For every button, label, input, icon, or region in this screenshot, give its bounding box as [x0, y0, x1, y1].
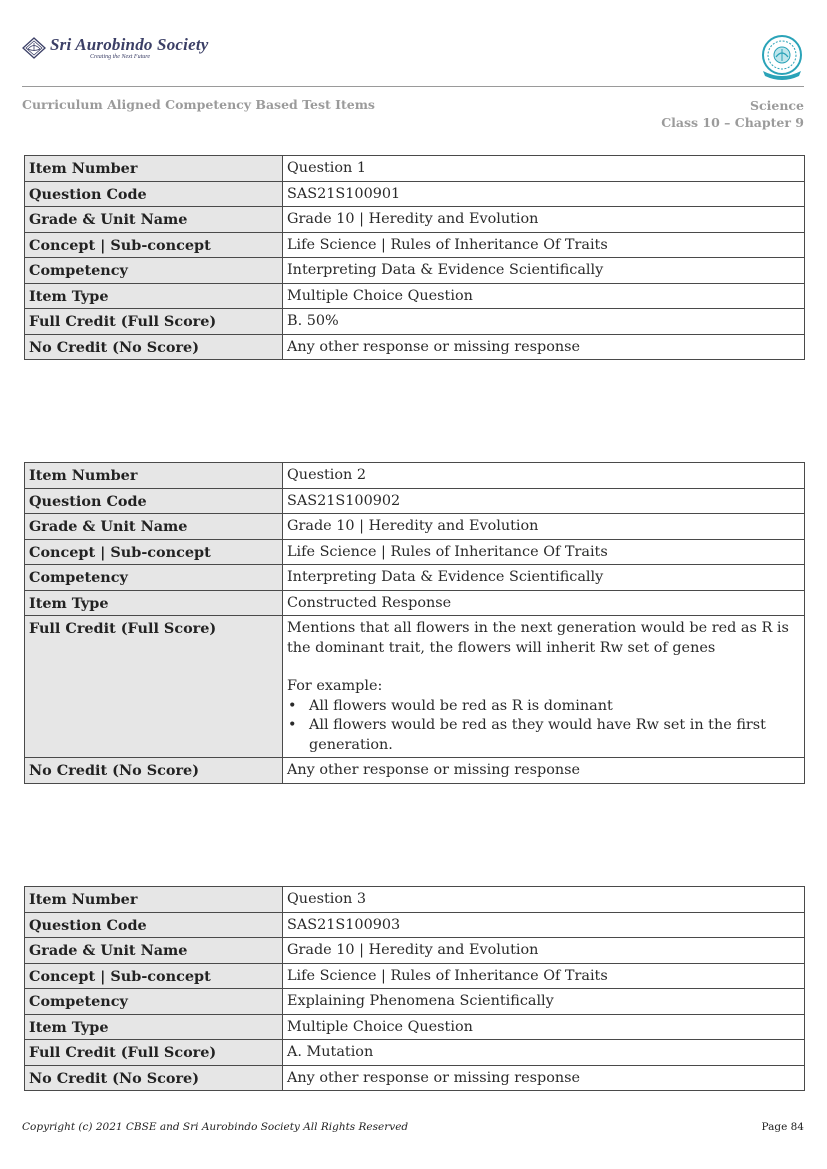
table-row — [25, 232, 805, 258]
row-label: Item Number — [25, 463, 283, 489]
table-row — [25, 334, 805, 360]
item-table-question-3 — [24, 886, 805, 1091]
row-label: No Credit (No Score) — [25, 758, 283, 784]
table-row — [25, 207, 805, 233]
row-value: SAS21S100903 — [283, 912, 805, 938]
row-value: Multiple Choice Question — [283, 283, 805, 309]
row-label: Item Type — [25, 283, 283, 309]
row-value: Any other response or missing response — [283, 1065, 805, 1091]
table-row — [25, 912, 805, 938]
row-value: A. Mutation — [283, 1040, 805, 1066]
item-table-question-1 — [24, 155, 805, 360]
row-value: B. 50% — [283, 309, 805, 335]
list-item: • All flowers would be red as they would have Rw set in the first generation. — [287, 716, 799, 755]
row-label: Concept | Sub-concept — [25, 539, 283, 565]
table-row — [25, 616, 805, 758]
row-label: Item Number — [25, 887, 283, 913]
row-value: Question 2 — [283, 463, 805, 489]
table-row — [25, 758, 805, 784]
row-value: Question 1 — [283, 156, 805, 182]
row-value: Constructed Response — [283, 590, 805, 616]
table-row — [25, 938, 805, 964]
cbse-seal-logo — [759, 34, 805, 86]
row-value: Interpreting Data & Evidence Scientifically — [283, 565, 805, 591]
table-row — [25, 887, 805, 913]
class-chapter-label: Class 10 – Chapter 9 — [661, 115, 804, 130]
copyright-notice: Copyright (c) 2021 CBSE and Sri Aurobindo Society All Rights Reserved — [22, 1121, 409, 1133]
example-list — [287, 697, 799, 756]
table-row — [25, 590, 805, 616]
full-credit-cell — [283, 616, 805, 758]
row-label: Full Credit (Full Score) — [25, 616, 283, 758]
row-value: Life Science | Rules of Inheritance Of Traits — [283, 539, 805, 565]
table-row — [25, 283, 805, 309]
row-label: No Credit (No Score) — [25, 1065, 283, 1091]
document-title: Curriculum Aligned Competency Based Test Items — [22, 97, 375, 112]
row-value: Life Science | Rules of Inheritance Of Traits — [283, 232, 805, 258]
row-label: Concept | Sub-concept — [25, 232, 283, 258]
table-row — [25, 1014, 805, 1040]
row-label: Competency — [25, 258, 283, 284]
row-label: Question Code — [25, 912, 283, 938]
table-row — [25, 463, 805, 489]
row-label: Item Type — [25, 1014, 283, 1040]
subject-label: Science — [750, 98, 804, 113]
row-value: Multiple Choice Question — [283, 1014, 805, 1040]
page-number: Page 84 — [761, 1121, 804, 1133]
row-value: Grade 10 | Heredity and Evolution — [283, 514, 805, 540]
row-value: Question 3 — [283, 887, 805, 913]
table-row — [25, 181, 805, 207]
row-value: SAS21S100901 — [283, 181, 805, 207]
table-row — [25, 539, 805, 565]
table-row — [25, 156, 805, 182]
logo-name: Sri Aurobindo Society — [50, 35, 209, 54]
row-value: Any other response or missing response — [283, 334, 805, 360]
row-value: SAS21S100902 — [283, 488, 805, 514]
row-label: Grade & Unit Name — [25, 938, 283, 964]
sri-aurobindo-society-logo — [22, 36, 209, 60]
row-label: Grade & Unit Name — [25, 207, 283, 233]
logo-tagline: Creating the Next Future — [90, 54, 151, 60]
row-label: Competency — [25, 989, 283, 1015]
row-value: Interpreting Data & Evidence Scientifically — [283, 258, 805, 284]
row-label: Item Number — [25, 156, 283, 182]
row-label: Competency — [25, 565, 283, 591]
subject-info — [661, 97, 804, 131]
row-label: Full Credit (Full Score) — [25, 1040, 283, 1066]
row-label: Full Credit (Full Score) — [25, 309, 283, 335]
row-label: Grade & Unit Name — [25, 514, 283, 540]
table-row — [25, 514, 805, 540]
full-credit-text: Mentions that all flowers in the next generation would be red as R is the dominant trait, the flowers will inherit Rw set of genes — [287, 620, 789, 656]
table-row — [25, 1040, 805, 1066]
row-value: Explaining Phenomena Scientifically — [283, 989, 805, 1015]
table-row — [25, 989, 805, 1015]
row-value: Any other response or missing response — [283, 758, 805, 784]
table-row — [25, 309, 805, 335]
table-row — [25, 963, 805, 989]
example-intro: For example: — [287, 678, 383, 694]
row-label: No Credit (No Score) — [25, 334, 283, 360]
row-value: Grade 10 | Heredity and Evolution — [283, 207, 805, 233]
row-value: Grade 10 | Heredity and Evolution — [283, 938, 805, 964]
cbse-seal-icon — [759, 34, 805, 82]
list-item: • All flowers would be red as R is dominant — [287, 697, 799, 717]
item-table-question-2 — [24, 462, 805, 784]
header-divider — [22, 86, 804, 87]
table-row — [25, 1065, 805, 1091]
table-row — [25, 258, 805, 284]
lotus-emblem-icon — [22, 37, 46, 59]
table-row — [25, 488, 805, 514]
row-label: Concept | Sub-concept — [25, 963, 283, 989]
row-label: Item Type — [25, 590, 283, 616]
table-row — [25, 565, 805, 591]
row-label: Question Code — [25, 488, 283, 514]
row-value: Life Science | Rules of Inheritance Of Traits — [283, 963, 805, 989]
row-label: Question Code — [25, 181, 283, 207]
